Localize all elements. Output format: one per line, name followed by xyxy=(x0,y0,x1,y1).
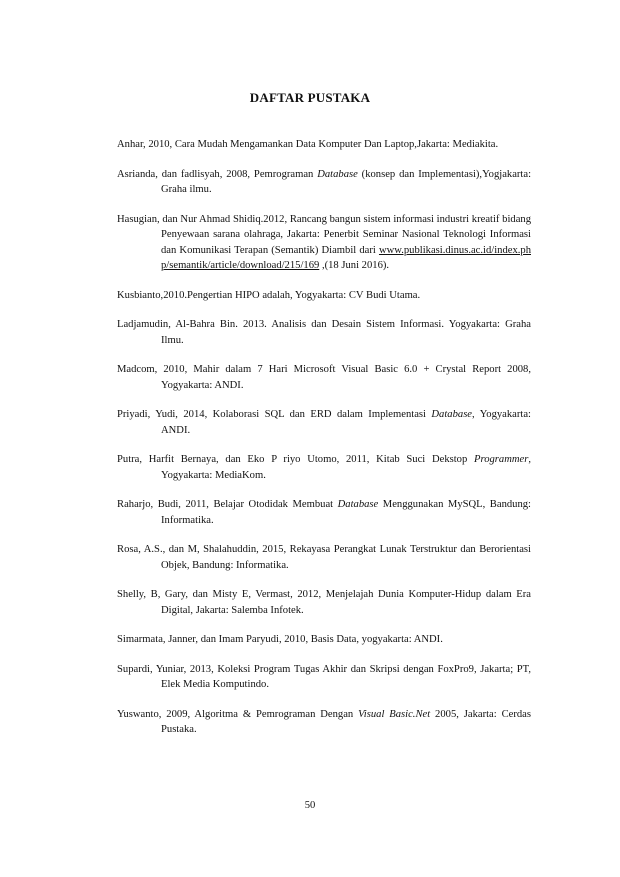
reference-text: Raharjo, Budi, 2011, Belajar Otodidak Membuat xyxy=(117,499,338,510)
reference-italic-term: Visual Basic.Net xyxy=(358,708,431,720)
reference-url-link[interactable]: www.publikasi.dinus.ac.id/index.php/semantik/article/download/215/169 xyxy=(161,244,531,271)
reference-entry xyxy=(117,167,531,198)
reference-entry xyxy=(117,452,531,483)
reference-text: (konsep dan Implementasi),Yogjakarta: Graha ilmu. xyxy=(161,168,532,195)
reference-italic-term: Database xyxy=(337,499,379,510)
page-title: DAFTAR PUSTAKA xyxy=(249,90,371,105)
reference-text: , Yogyakarta: MediaKom. xyxy=(161,454,531,481)
reference-text: Shelly, B, Gary, dan Misty E, Vermast, 2012, Menjelajah Dunia Komputer-Hidup dalam Era Digital, Jakarta: Salemba Infotek. xyxy=(117,589,531,616)
reference-italic-term: Database xyxy=(431,409,473,420)
reference-text: Simarmata, Janner, dan Imam Paryudi, 2010, Basis Data, yogyakarta: ANDI. xyxy=(117,634,443,645)
reference-entry xyxy=(117,497,531,528)
reference-italic-term: Database xyxy=(317,168,358,180)
reference-entry xyxy=(117,137,531,153)
page-number: 50 xyxy=(304,800,316,811)
reference-entry xyxy=(117,317,531,348)
reference-text: Kusbianto,2010.Pengertian HIPO adalah, Yogyakarta: CV Budi Utama. xyxy=(117,289,421,301)
reference-text: Ladjamudin, Al-Bahra Bin. 2013. Analisis dan Desain Sistem Informasi. Yogyakarta: Graha Ilmu. xyxy=(117,319,531,346)
reference-entry xyxy=(117,407,531,438)
reference-entry xyxy=(117,542,531,573)
reference-list xyxy=(117,137,531,752)
reference-text: Asrianda, dan fadlisyah, 2008, Pemrograman xyxy=(117,168,318,180)
reference-italic-term: Programmer xyxy=(474,454,529,465)
reference-text: Madcom, 2010, Mahir dalam 7 Hari Microsoft Visual Basic 6.0 + Crystal Report 2008, Yogyakarta: ANDI. xyxy=(117,364,531,391)
reference-entry xyxy=(117,587,531,618)
reference-text: ,(18 Juni 2016). xyxy=(319,260,390,271)
reference-text: 2005, Jakarta: Cerdas Pustaka. xyxy=(161,708,531,735)
reference-entry xyxy=(117,662,531,693)
reference-entry xyxy=(117,632,531,648)
reference-text: Yuswanto, 2009, Algoritma & Pemrograman Dengan xyxy=(117,708,359,720)
reference-entry xyxy=(117,707,531,738)
reference-text: Priyadi, Yudi, 2014, Kolaborasi SQL dan ERD dalam Implementasi xyxy=(117,409,432,420)
reference-text: Putra, Harfit Bernaya, dan Eko P riyo Utomo, 2011, Kitab Suci Dekstop xyxy=(117,454,474,465)
reference-text: Supardi, Yuniar, 2013, Koleksi Program Tugas Akhir dan Skripsi dengan FoxPro9, Jakarta; PT, Elek Media Komputindo. xyxy=(117,663,531,690)
reference-text: Hasugian, dan Nur Ahmad Shidiq.2012, Rancang bangun sistem informasi industri kreatif bidang Penyewaan sarana olahraga, Jakarta: Penerbit Seminar Nasional Teknologi Informasi dan Komunikasi Terapan (Semantik) Diambil dari xyxy=(117,213,531,256)
reference-entry xyxy=(117,212,531,274)
reference-entry xyxy=(117,362,531,393)
reference-entry xyxy=(117,288,531,304)
reference-text: Rosa, A.S., dan M, Shalahuddin, 2015, Rekayasa Perangkat Lunak Terstruktur dan Berorientasi Objek, Bandung: Informatika. xyxy=(117,544,531,571)
reference-text: , Yogyakarta: ANDI. xyxy=(161,409,532,436)
reference-text: Menggunakan MySQL, Bandung: Informatika. xyxy=(161,499,531,526)
reference-text: Anhar, 2010, Cara Mudah Mengamankan Data Komputer Dan Laptop,Jakarta: Mediakita. xyxy=(117,139,499,150)
